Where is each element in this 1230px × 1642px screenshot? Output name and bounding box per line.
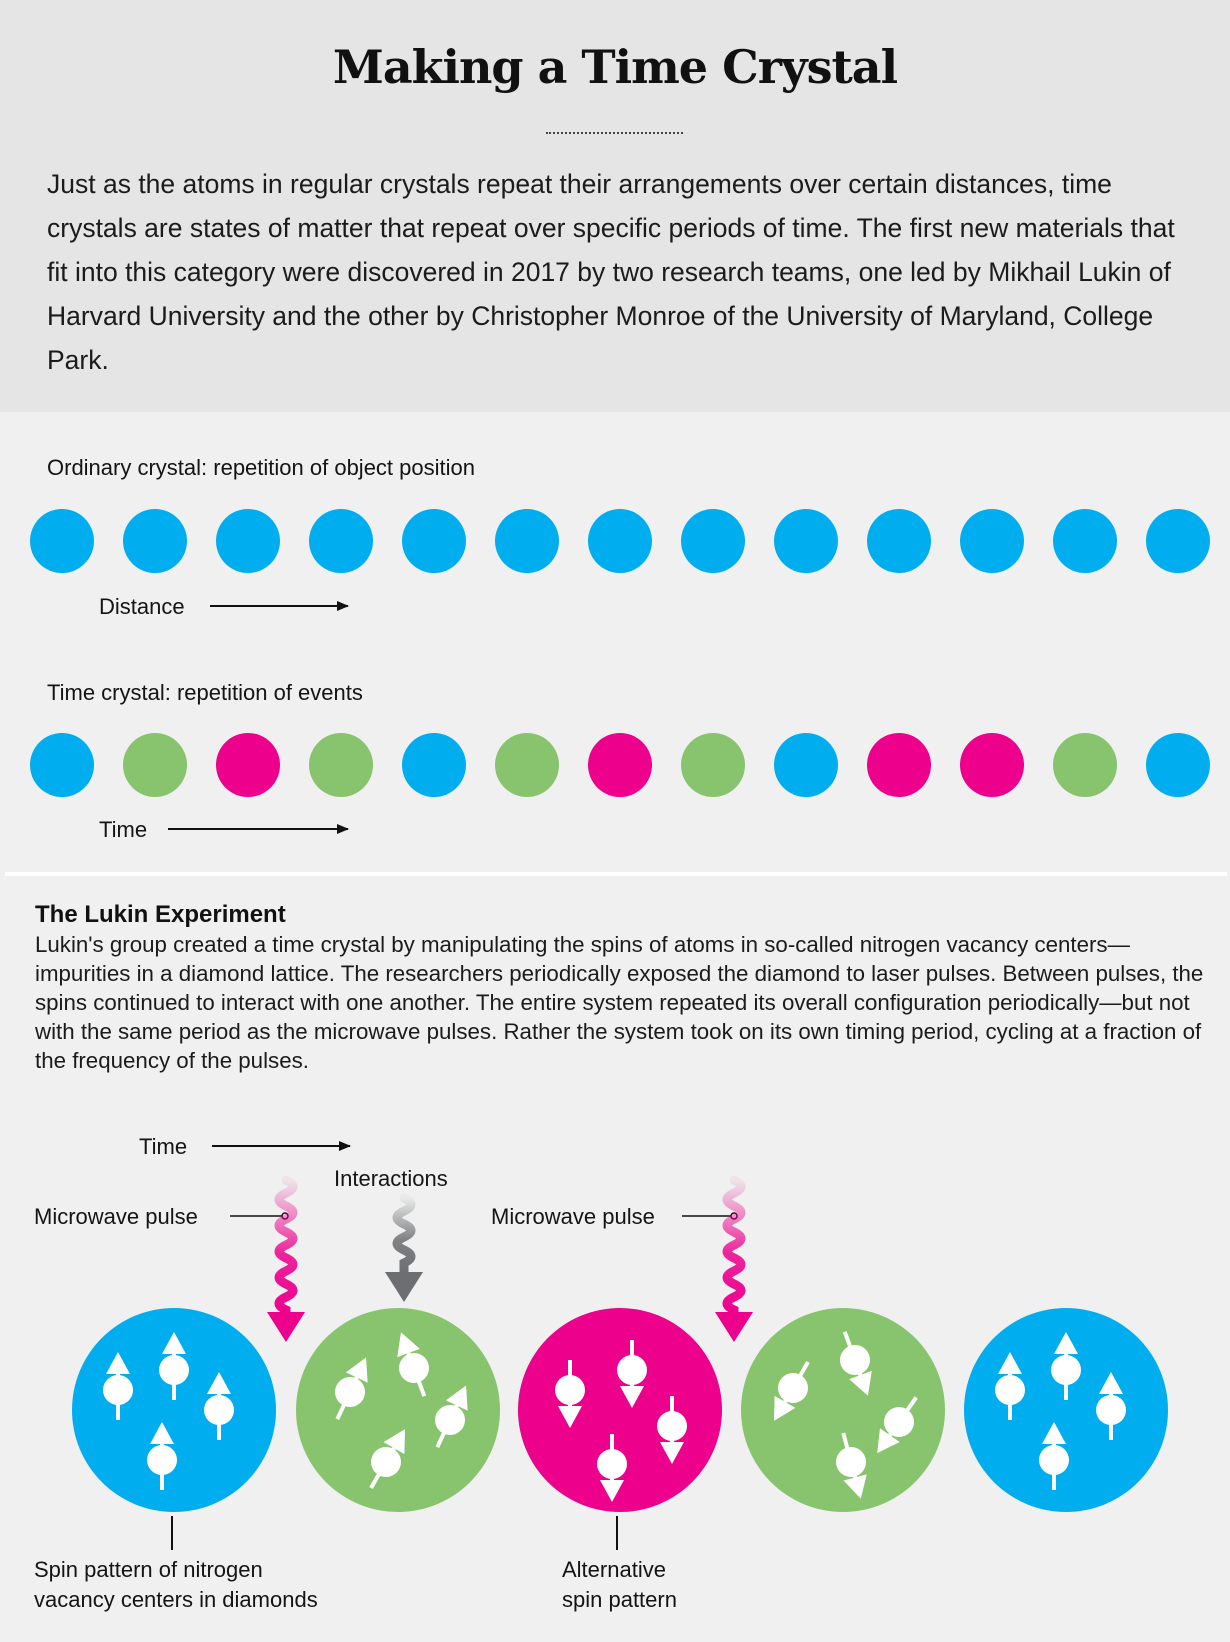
time-crystal-dot bbox=[402, 733, 466, 797]
ordinary-crystal-dot bbox=[495, 509, 559, 573]
spin-atom bbox=[995, 1375, 1025, 1405]
caption-alternative-2: spin pattern bbox=[562, 1587, 677, 1612]
time-crystal-dot bbox=[309, 733, 373, 797]
arrow-head bbox=[267, 1312, 305, 1342]
arrow-head bbox=[715, 1312, 753, 1342]
distance-label: Distance bbox=[99, 594, 185, 619]
microwave-pulse-arrow-1 bbox=[267, 1180, 305, 1342]
interactions-arrow bbox=[385, 1198, 423, 1302]
spin-state-circle bbox=[296, 1308, 500, 1512]
ordinary-crystal-row bbox=[30, 509, 1210, 573]
ordinary-crystal-dot bbox=[402, 509, 466, 573]
caption-alternative-1: Alternative bbox=[562, 1557, 666, 1582]
spin-states bbox=[72, 1308, 1168, 1512]
time-crystal-row bbox=[30, 733, 1210, 797]
spin-atom bbox=[657, 1411, 687, 1441]
caption-spin-pattern-1: Spin pattern of nitrogen bbox=[34, 1557, 263, 1582]
ordinary-crystal-dot bbox=[216, 509, 280, 573]
time-crystal-dot bbox=[588, 733, 652, 797]
spin-atom bbox=[555, 1375, 585, 1405]
ordinary-crystal-dot bbox=[867, 509, 931, 573]
time-crystal-dot bbox=[30, 733, 94, 797]
ordinary-crystal-dot bbox=[1053, 509, 1117, 573]
ordinary-crystal-dot bbox=[309, 509, 373, 573]
spin-atom bbox=[147, 1445, 177, 1475]
time-crystal-dot bbox=[867, 733, 931, 797]
caption-spin-pattern-2: vacancy centers in diamonds bbox=[34, 1587, 318, 1612]
ordinary-crystal-dot bbox=[681, 509, 745, 573]
spin-atom bbox=[159, 1355, 189, 1385]
spin-atom bbox=[1096, 1395, 1126, 1425]
ordinary-crystal-dot bbox=[1146, 509, 1210, 573]
spin-atom bbox=[1039, 1445, 1069, 1475]
wave-line bbox=[397, 1198, 411, 1274]
wave-line bbox=[279, 1180, 293, 1314]
ordinary-crystal-dot bbox=[30, 509, 94, 573]
ordinary-crystal-label: Ordinary crystal: repetition of object position bbox=[47, 455, 475, 480]
time-crystal-dot bbox=[1146, 733, 1210, 797]
microwave-pulse-label-1: Microwave pulse bbox=[34, 1204, 198, 1229]
time-crystal-dot bbox=[681, 733, 745, 797]
microwave-pulse-arrow-2 bbox=[715, 1180, 753, 1342]
diagram-time-label: Time bbox=[139, 1134, 188, 1159]
spin-atom bbox=[597, 1449, 627, 1479]
time-crystal-dot bbox=[774, 733, 838, 797]
page-title: Making a Time Crystal bbox=[332, 40, 898, 94]
spin-atom bbox=[103, 1375, 133, 1405]
lukin-paragraph: Lukin's group created a time crystal by manipulating the spins of atoms in so-called nitrogen vacancy centers—impurities in a diamond lattice. The researchers periodically exposed the diamond to laser pulses. Between pulses, the spins continued to interact with one another. The entire system repeated its overall configuration periodically—but not with the same period as the microwave pulses. Rather the system took on its own timing period, cycling at a fraction of the frequency of the pulses. bbox=[35, 932, 1204, 1073]
ordinary-crystal-dot bbox=[588, 509, 652, 573]
ordinary-crystal-dot bbox=[123, 509, 187, 573]
time-crystal-dot bbox=[123, 733, 187, 797]
spin-atom bbox=[204, 1395, 234, 1425]
time-crystal-dot bbox=[1053, 733, 1117, 797]
spin-atom bbox=[1051, 1355, 1081, 1385]
intro-paragraph: Just as the atoms in regular crystals repeat their arrangements over certain distances, time crystals are states of matter that repeat over specific periods of time. The first new materials that fit into this category were discovered in 2017 by two research teams, one led by Mikhail Lukin of Harvard University and the other by Christopher Monroe of the University of Maryland, College Park. bbox=[47, 169, 1175, 375]
time-axis-label: Time bbox=[99, 817, 148, 842]
spin-atom bbox=[617, 1355, 647, 1385]
arrow-head bbox=[385, 1272, 423, 1302]
time-crystal-dot bbox=[495, 733, 559, 797]
time-crystal-label: Time crystal: repetition of events bbox=[47, 680, 363, 705]
lukin-heading: The Lukin Experiment bbox=[35, 901, 286, 928]
spin-state-circle bbox=[741, 1308, 945, 1512]
time-crystal-dot bbox=[216, 733, 280, 797]
interactions-label: Interactions bbox=[334, 1166, 448, 1191]
wave-line bbox=[727, 1180, 741, 1314]
microwave-pulse-label-2: Microwave pulse bbox=[491, 1204, 655, 1229]
ordinary-crystal-dot bbox=[774, 509, 838, 573]
ordinary-crystal-dot bbox=[960, 509, 1024, 573]
time-crystal-dot bbox=[960, 733, 1024, 797]
